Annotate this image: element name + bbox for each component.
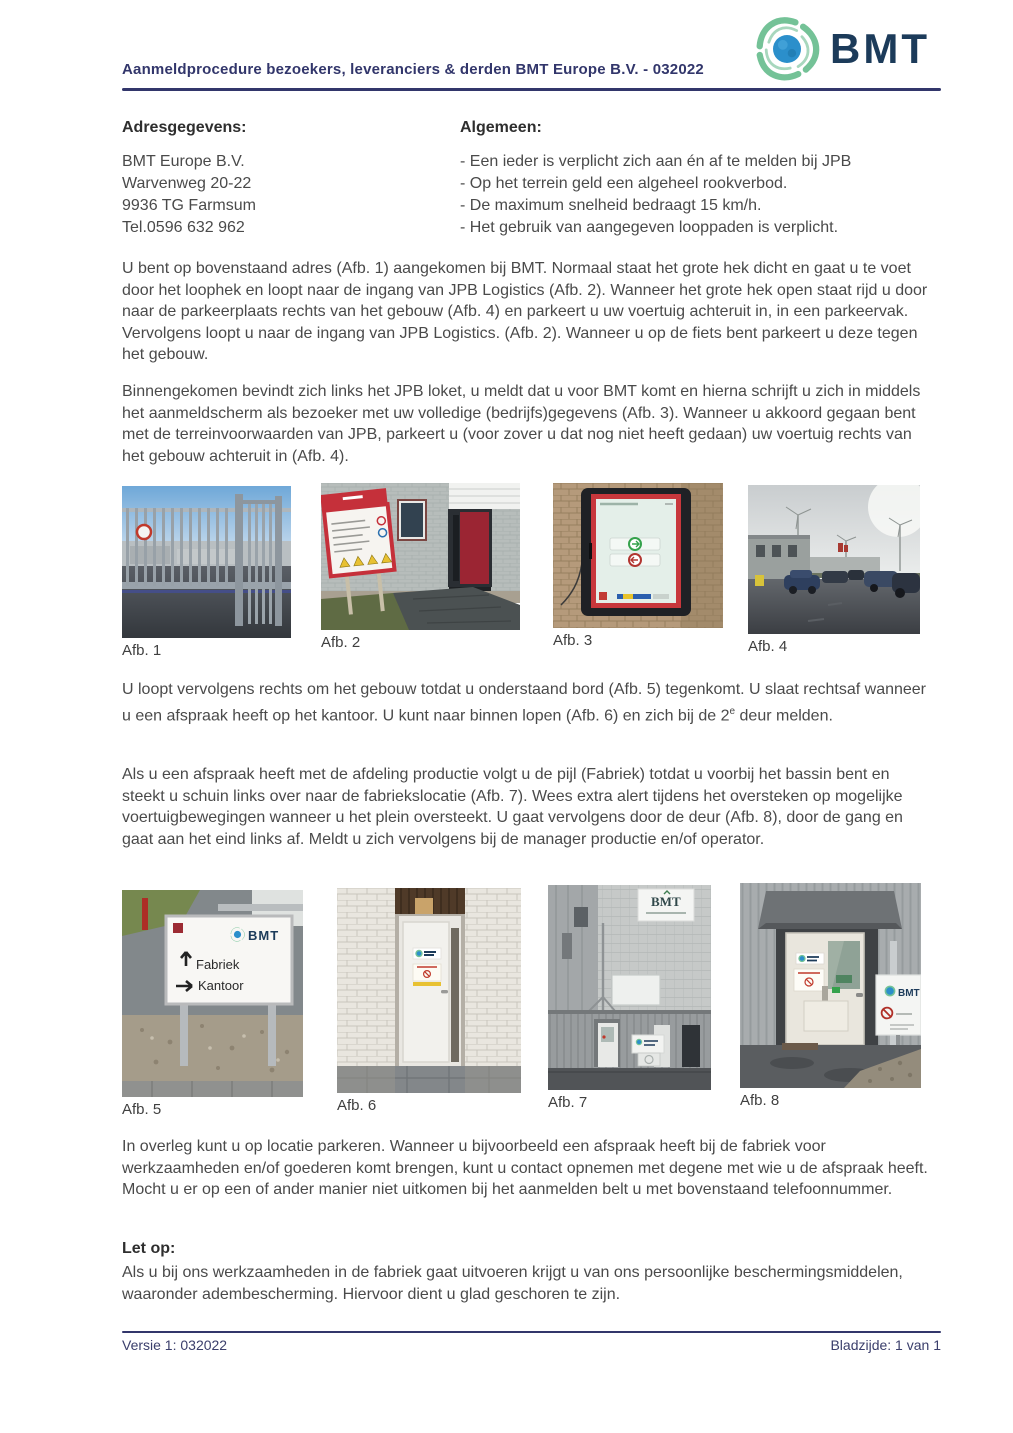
bmt-shield-globe-icon: [752, 14, 822, 84]
address-line: 9936 TG Farmsum: [122, 197, 256, 214]
small-bmt-sign: [632, 1035, 664, 1053]
door-notice: [794, 969, 824, 991]
paragraph-parking-consult: In overleg kunt u op locatie parkeren. Wanneer u bijvoorbeeld een afspraak heeft bij de fabriek voor werkzaamheden en/of goederen komt brengen, kunt u contact opnemen met degene met wie u de afspraak heeft. Mocht u er op een of ander manier niet uitkomen bij het aanmelden belt u met bovenstaand telefoonnummer.: [122, 1138, 928, 1198]
bmt-logo-text: BMT: [830, 25, 930, 72]
photo-afb-7-factory-building: [548, 885, 711, 1090]
figure-caption: Afb. 5: [122, 1101, 162, 1118]
general-rule-item: - Op het terrein geld een algeheel rookverbod.: [460, 175, 788, 192]
door-bmt-sign: [413, 948, 441, 959]
photo-afb-2-jpb-entrance: [321, 483, 520, 630]
photo-afb-4-parking: [748, 485, 920, 634]
address-heading: Adresgegevens:: [122, 119, 247, 136]
figure-caption: Afb. 3: [553, 632, 593, 649]
footer-version: Versie 1: 032022: [122, 1337, 228, 1353]
general-rule-item: - Een ieder is verplicht zich aan én af te melden bij JPB: [460, 153, 852, 170]
paragraph-text: U loopt vervolgens rechts om het gebouw totdat u onderstaand bord (Afb. 5) tegenkomt. U slaat rechtsaf wanneer u een afspraak heeft op het kantoor. U kunt naar binnen lopen (Afb. 6) en zich bij de 2: [122, 681, 927, 724]
figure-caption: Afb. 6: [337, 1097, 377, 1114]
photo-afb-6-office-door: [337, 888, 521, 1093]
figure-caption: Afb. 8: [740, 1092, 780, 1109]
visitors-sign-logo-text: BMT: [898, 988, 920, 999]
footer-divider: [122, 1331, 941, 1333]
bmt-logo: [752, 12, 944, 86]
superscript-e: e: [729, 705, 736, 717]
photo-afb-1-gate: [122, 486, 291, 638]
figure-afb-3: [553, 483, 723, 649]
paragraph-factory-route: Als u een afspraak heeft met de afdeling productie volgt u de pijl (Fabriek) totdat u voorbij het bassin bent en steekt u schuin links over naar de fabriekslocatie (Afb. 7). Wees extra alert tijdens het oversteken op mogelijke voertuigbewegingen wanneer u het plein oversteekt. U gaat vervolgens door de deur (Afb. 8), door de gang en gaat aan het eind links af. Meldt u zich vervolgens bij de manager productie en/of operator.: [122, 766, 903, 848]
building-sign-text: BMT: [651, 894, 681, 909]
address-line: BMT Europe B.V.: [122, 153, 245, 170]
general-rule-item: - De maximum snelheid bedraagt 15 km/h.: [460, 197, 762, 214]
let-op-heading: Let op:: [122, 1240, 176, 1257]
photo-afb-3-kiosk: [553, 483, 723, 628]
paragraph-text: deur melden.: [735, 706, 833, 724]
header-divider: [122, 88, 941, 91]
figure-afb-6: [337, 888, 521, 1114]
page-title: Aanmeldprocedure bezoekers, leveranciers & derden BMT Europe B.V. - 032022: [122, 61, 704, 78]
address-phone: Tel.0596 632 962: [122, 219, 245, 236]
door-notice: [413, 964, 441, 986]
figure-afb-5: [122, 890, 303, 1118]
door-bmt-sticker: [796, 953, 824, 964]
address-block: [122, 151, 256, 239]
general-rules-list: [460, 151, 851, 239]
paragraph-office-route: [122, 679, 934, 726]
sign-logo-text: BMT: [248, 928, 280, 943]
paragraph-checkin: Binnengekomen bevindt zich links het JPB loket, u meldt dat u voor BMT komt en hierna schrijft u zich in middels het aanmeldscherm als bezoeker met uw volledige (bedrijfs)gegevens (Afb. 3). Wanneer u akkoord gegaan bent met de terreinvoorwaarden van JPB, parkeert u (voor zover u dat nog niet heeft gedaan) uw voertuig rechts van het gebouw achteruit in (Afb. 4).: [122, 383, 921, 465]
figure-caption: Afb. 4: [748, 638, 788, 655]
figure-caption: Afb. 1: [122, 642, 162, 659]
figure-caption: Afb. 7: [548, 1094, 588, 1111]
general-rule-item: - Het gebruik van aangegeven looppaden is verplicht.: [460, 219, 839, 236]
sign-line-fabriek: Fabriek: [196, 957, 240, 972]
general-heading: Algemeen:: [460, 119, 542, 136]
paragraph-arrival: U bent op bovenstaand adres (Afb. 1) aangekomen bij BMT. Normaal staat het grote hek dicht en gaat u te voet door het loophek en loopt naar de ingang van JPB Logistics (Afb. 2). Wanneer het grote hek open staat rijd u door naar de parkeerplaats rechts van het gebouw (Afb. 4) en parkeert u uw voertuig achteruit in, in een parkeervak. Vervolgens loopt u naar de ingang van JPB Logistics. (Afb. 2). Wanneer u op de fiets bent parkeert u deze tegen het gebouw.: [122, 260, 928, 363]
figure-afb-7: [548, 885, 711, 1111]
figure-caption: Afb. 2: [321, 634, 361, 651]
paragraph-let-op: Als u bij ons werkzaamheden in de fabriek gaat uitvoeren krijgt u van ons persoonlijke beschermingsmiddelen, waaronder adembescherming. Hiervoor dient u glad geschoren te zijn.: [122, 1264, 903, 1303]
photo-afb-5-direction-sign: [122, 890, 303, 1097]
figure-afb-1: [122, 486, 291, 659]
sign-line-kantoor: Kantoor: [198, 978, 244, 993]
figure-afb-8: [740, 883, 921, 1109]
figure-afb-2: [321, 483, 520, 651]
figure-afb-4: [748, 485, 920, 655]
photo-afb-8-factory-door: [740, 883, 921, 1088]
footer-page-number: Bladzijde: 1 van 1: [830, 1337, 941, 1353]
building-bmt-sign: [638, 889, 694, 921]
address-line: Warvenweg 20-22: [122, 175, 252, 192]
